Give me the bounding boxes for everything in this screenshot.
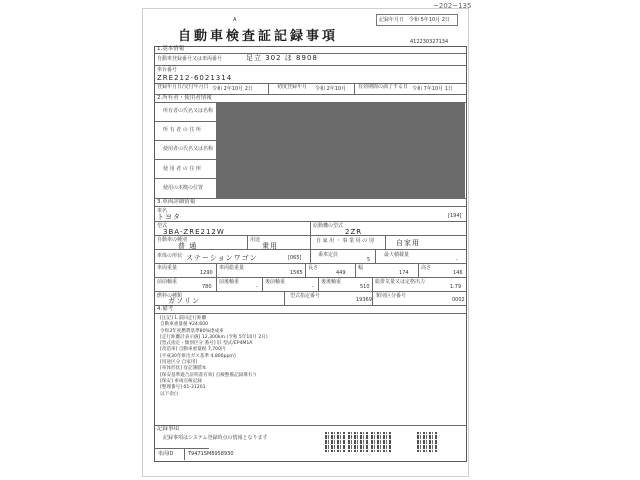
- car-name-code: [194]: [448, 213, 462, 219]
- body-value: ステーションワゴン: [186, 254, 258, 262]
- redacted-owner-block: [217, 103, 465, 198]
- max-load-label: 最大積載量: [384, 252, 410, 258]
- use-label: 用途: [250, 237, 261, 243]
- length-label: 長さ: [308, 265, 319, 271]
- rear-front-label: 後前軸重: [265, 279, 286, 285]
- first-reg-label: 登録年月日/交付年月日: [157, 84, 209, 90]
- section-remarks: 4.備考: [157, 306, 174, 312]
- section-basic: 1.基本情報: [157, 46, 185, 52]
- qr-code-icon: [325, 432, 345, 452]
- base-location-label: 使用の本拠の位置: [163, 185, 204, 191]
- first-reg-date-value: 令和 2年10月: [315, 86, 347, 92]
- chassis-value: ZRE212-6021314: [157, 74, 233, 82]
- engine-label: 原動機の型式: [313, 223, 344, 229]
- vehicle-id-value: T9471SM8958930: [188, 451, 234, 457]
- record-note: 記録事項はシステム登録時点の情報となります: [163, 435, 268, 441]
- width-label: 幅: [358, 265, 364, 271]
- rear-front-value: -: [312, 284, 314, 290]
- type-num-label: 型式指定番号: [290, 293, 321, 299]
- height-label: 高さ: [421, 265, 432, 271]
- weight-value: 1290: [200, 270, 213, 276]
- fuel-label: 燃料の種類: [157, 293, 183, 299]
- record-date-value: 令和 5年10月 2日: [409, 17, 450, 23]
- section-owner: 2.所有者・使用者情報: [157, 95, 212, 101]
- car-name-value: トヨタ: [157, 213, 181, 221]
- gross-label: 車両総重量: [219, 265, 245, 271]
- section-vehicle: 3.車両詳細情報: [157, 199, 196, 205]
- front-axle-value: 780: [202, 284, 212, 290]
- private-value: 自家用: [396, 239, 420, 247]
- first-reg-value: 令和 2年10月 2日: [212, 86, 253, 92]
- height-value: 146: [453, 270, 463, 276]
- first-reg-date-label: 初度登録年月: [277, 84, 308, 90]
- kind-label: 自動車の種別: [157, 237, 188, 243]
- use-value: 乗用: [262, 242, 278, 250]
- type-num-value: 19369: [356, 297, 372, 303]
- body-label: 車体の形状: [157, 253, 183, 259]
- body-code: [065]: [288, 255, 302, 261]
- owner-name-label: 所有者の氏名又は名称: [163, 108, 214, 114]
- capacity-value: 5: [367, 257, 371, 263]
- vehicle-id-label: 車両ID: [158, 451, 174, 457]
- user-address-label: 使 用 者 の 住 所: [163, 166, 201, 172]
- record-date-box: [376, 14, 458, 26]
- stamp-mark-icon: ~202~135: [433, 2, 472, 10]
- qr-code-icon: [348, 432, 368, 452]
- width-value: 174: [399, 270, 409, 276]
- fuel-value: ガソリン: [168, 297, 200, 305]
- capacity-label: 乗車定員: [318, 252, 339, 258]
- reg-number-value: 足立 302 ほ 8908: [246, 54, 318, 62]
- front-rear-label: 前後軸重: [219, 279, 240, 285]
- category-label: 類別区分番号: [376, 293, 407, 299]
- private-label: 自 家 用 ・ 事 業 用 の 別: [316, 238, 374, 244]
- remarks-text: [注記] 1.前回走行距離 自動車重量税 ¥24,600 令和3年度燃費基準80%達成車 [走行距離計表示値] 12,300km (令和 5年10月 2日) [型式指定・類別区分 番号] 旧 型式/EP4M1A [改造車] 自動車重量税 7,700円 [平成30年排出ガス基準 4,800ppm] [用途区分 自家用] [車体形状] 登記簿謄本 [保安基準適合証明書有効] 点検整備記録簿有り [保安] 車両点検記録 [整理番号] 61-31201 以下余白: [160, 316, 268, 397]
- document-title: 自動車検査証記録事項: [178, 29, 339, 44]
- front-axle-label: 前前軸重: [157, 279, 178, 285]
- rear-rear-label: 後後軸重: [321, 279, 342, 285]
- model-value: 3BA-ZRE212W: [163, 228, 225, 236]
- record-date-label: 記録年月日: [379, 17, 405, 23]
- displacement-value: 1.79: [450, 284, 462, 290]
- user-name-label: 使用者の氏名又は名称: [163, 146, 214, 152]
- rear-rear-value: 510: [360, 284, 370, 290]
- qr-code-icon: [371, 432, 391, 452]
- category-value: 0002: [452, 297, 465, 303]
- model-label: 型式: [157, 223, 168, 229]
- max-load-value: -: [456, 257, 458, 263]
- length-value: 449: [336, 270, 346, 276]
- owner-address-label: 所 有 者 の 住 所: [163, 127, 201, 133]
- gross-value: 1565: [290, 270, 303, 276]
- title-mark: A: [233, 17, 237, 23]
- document-number: 412230327134: [410, 39, 449, 45]
- reg-number-label: 自動車登録番号又は車両番号: [157, 56, 223, 62]
- expiry-value: 令和 7年10月 1日: [412, 86, 453, 92]
- chassis-label: 車台番号: [157, 67, 178, 73]
- displacement-label: 総排気量又は定格出力: [375, 279, 426, 285]
- weight-label: 車両重量: [157, 265, 178, 271]
- qr-code-icon: [417, 432, 437, 452]
- front-rear-value: -: [256, 284, 258, 290]
- expiry-label: 有効期間の満了する日: [358, 84, 409, 90]
- car-name-label: 車名: [157, 208, 168, 214]
- engine-value: 2ZR: [345, 228, 363, 236]
- section-record: 記録事項: [157, 426, 180, 432]
- kind-value: 普 通: [178, 242, 198, 250]
